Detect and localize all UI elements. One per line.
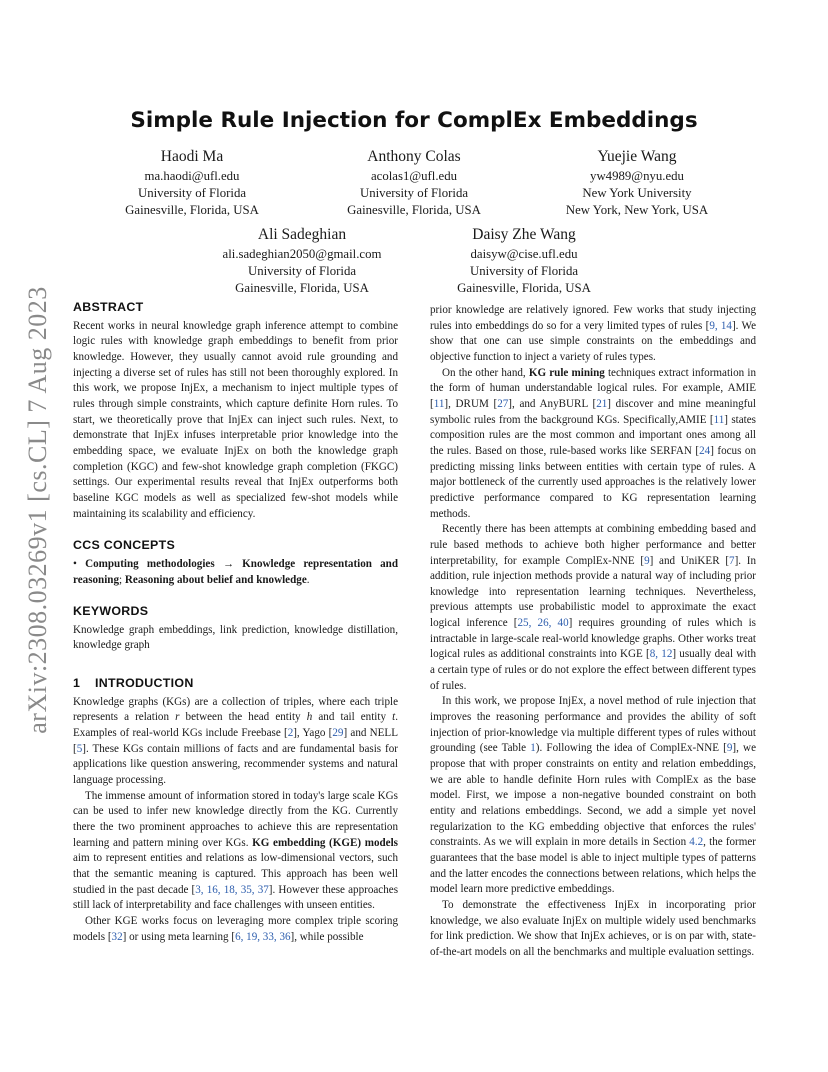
author-location: Gainesville, Florida, USA [125, 203, 259, 217]
citation-link[interactable]: 11 [713, 413, 725, 426]
intro-paragraph: The immense amount of information stored in today's large scale KGs can be used to infer new knowledge directly from the KG. Currently there the two prominent approaches to achieve this are representation learning and pattern mining over KGs. KG embedding (KGE) models aim to represent entities and relations as low-dimensional vectors, such that the semantic meaning is captured. This approach has been well studied in the past decade [3, 16, 18, 35, 37]. However these approaches still lack of interpretability and face challenges with unseen entities. [73, 789, 399, 912]
arxiv-sidebar-stamp [18, 286, 58, 734]
citation-link[interactable]: 5 [76, 742, 83, 755]
section-title: INTRODUCTION [95, 676, 194, 691]
author-name: Anthony Colas [367, 148, 461, 165]
intro-heading [73, 676, 398, 692]
citation-link[interactable]: 29 [332, 727, 344, 740]
citation-link[interactable]: 27 [497, 397, 509, 410]
section-reference-link[interactable]: 4.2 [689, 836, 704, 849]
ccs-separator: ; [119, 573, 123, 586]
author-name: Yuejie Wang [597, 148, 677, 165]
author-email: ali.sadeghian2050@gmail.com [222, 247, 382, 261]
author-block [112, 146, 272, 219]
citation-link[interactable]: 8, 12 [649, 648, 673, 661]
author-affiliation: University of Florida [137, 186, 247, 200]
author-block [444, 224, 604, 297]
abstract-heading: ABSTRACT [73, 300, 144, 314]
intro-paragraph: Other KGE works focus on leveraging more complex triple scoring models [32] or using meta learning [6, 19, 33, 36], while possible [73, 914, 398, 943]
section-number: 1 [73, 676, 81, 691]
author-email: ma.haodi@ufl.edu [144, 169, 240, 183]
intro-paragraph: To demonstrate the effectiveness InjEx in incorporating prior knowledge, we also evaluate InjEx on multiple widely used benchmarks for link prediction. We show that InjEx achieves, or is on par with, state-of-the-art models on all the benchmarks and multiple evaluation settings. [430, 898, 756, 958]
citation-link[interactable]: 6, 19, 33, 36 [235, 930, 291, 943]
citation-link[interactable]: 9 [726, 742, 733, 755]
author-location: Gainesville, Florida, USA [235, 281, 369, 295]
ccs-heading: CCS CONCEPTS [73, 538, 176, 553]
citation-link[interactable]: 24 [699, 444, 711, 457]
ccs-part: Reasoning about belief and knowledge [124, 573, 307, 586]
keywords-text: Knowledge graph embeddings, link prediction, knowledge distillation, knowledge graph [73, 623, 398, 652]
intro-paragraph: Recently there has been attempts at combining embedding based and rule based methods to achieve both higher performance and better interpretability, for example ComplEx-NNE [9] and UniKER [7]. In addition, rule injection methods provide a natural way of including prior knowledge into representation learning techniques. Nevertheless, previous attempts use probabilistic model to approximate the exact logical inference [25, 26, 40] requires grounding of rules which is intractable in large-scale real-world knowledge graphs. Other works treat logical rules as additional constraints into KGE [8, 12] usually deal with a certain type of rules or do not explore the effect between different types of rules. [430, 523, 757, 692]
author-email: acolas1@ufl.edu [370, 169, 458, 183]
abstract-text: Recent works in neural knowledge graph inference attempt to combine logic rules with knowledge graph embeddings to benefit from prior knowledge. However, they usually cannot avoid rule grounding and injecting a diverse set of rules has still not been thoroughly explored. In this work, we propose InjEx, a mechanism to inject multiple types of rules through simple constraints, which capture definite Horn rules. To start, we theoretically prove that InjEx can inject such rules. Next, to demonstrate that InjEx infuses interpretable prior knowledge into the embedding space, we evaluate InjEx on both the knowledge graph completion (KGC) and few-shot knowledge graph completion (FKGC) settings. Our experimental results reveal that InjEx outperforms both baseline KGC models as well as specialized few-shot models while maintaining its scalability and efficiency. [73, 319, 398, 520]
intro-paragraph: On the other hand, KG rule mining techniques extract information in the form of human understandable logical rules. For example, AMIE [11], DRUM [27], and AnyBURL [21] discover and mine meaningful symbolic rules from the background KGs. Specifically,AMIE [11] states composition rules are the most common and important ones among all the rules. Based on those, rule-based works like SERFAN [24] focus on predicting missing links between entities with certain type of rules. A major bottleneck of the currently used approaches is the relatively lower predictive performance compared to KG representation learning methods. [430, 366, 757, 520]
intro-paragraph: prior knowledge are relatively ignored. Few works that study injecting rules into embeddings do so for a very limited types of rules [9, 14]. We show that one can use simple constraints on the embeddings and objective function to inject a variety of rules types. [430, 304, 757, 363]
author-name: Haodi Ma [160, 148, 224, 165]
citation-link[interactable]: 9 [644, 554, 650, 567]
citation-link[interactable]: 21 [596, 397, 608, 410]
ccs-end: . [306, 573, 310, 586]
author-block [552, 146, 722, 219]
citation-link[interactable]: 3, 16, 18, 35, 37 [195, 883, 269, 896]
author-block [334, 146, 494, 219]
author-location: Gainesville, Florida, USA [457, 281, 591, 295]
author-location: Gainesville, Florida, USA [347, 203, 481, 217]
citation-link[interactable]: 9, 14 [709, 319, 732, 332]
ccs-concepts [73, 557, 398, 588]
citation-link[interactable]: 2 [287, 727, 294, 740]
author-email: yw4989@nyu.edu [590, 169, 684, 183]
left-column [73, 300, 398, 945]
paper-title: Simple Rule Injection for ComplEx Embeddings [130, 108, 698, 133]
citation-link[interactable]: 11 [433, 397, 445, 410]
author-affiliation: University of Florida [469, 264, 579, 278]
intro-paragraph: In this work, we propose InjEx, a novel method of rule injection that improves the reasoning performance and provides the ability of soft injection of prior-knowledge via multiple different types of rules without grounding (see Table 1). Following the idea of ComplEx-NNE [9], we propose that with proper constraints on entity and relation embeddings, we are able to handle definite Horn rules with ComplEx as the base model. First, we impose a non-negative bounded constraint on both entity and relations embeddings. Second, we add a simple yet novel regularization to the KG embedding objective that enforces the rules' constraints. As we will explain in more details in Section 4.2, the former guarantees that the base model is able to inject multiple types of patterns and the latter encodes the connections between relations, which helps the model learn more predictive embeddings. [430, 695, 757, 896]
citation-link[interactable]: 25, 26, 40 [517, 617, 569, 630]
ccs-part: Knowledge representation and reasoning [73, 557, 399, 586]
author-affiliation: University of Florida [359, 186, 469, 200]
intro-paragraph: Knowledge graphs (KGs) are a collection of triples, where each triple represents a relation r between the head entity h and tail entity t. Examples of real-world KGs include Freebase [2], Yago [29] and NELL [5]. These KGs contain millions of facts and are fundamental basis for applications like question answering, recommender systems and natural language processing. [73, 695, 399, 787]
author-affiliation: New York University [582, 186, 692, 200]
arxiv-id: arXiv:2308.03269v1 [cs.CL] 7 Aug 2023 [23, 286, 52, 734]
ccs-part: Computing methodologies [85, 557, 215, 570]
right-column [430, 303, 756, 961]
ccs-bullet: • [73, 557, 77, 570]
citation-link[interactable]: 32 [111, 930, 123, 943]
citation-link[interactable]: 7 [729, 554, 735, 567]
author-email: daisyw@cise.ufl.edu [470, 247, 578, 261]
keywords-heading: KEYWORDS [73, 604, 149, 619]
author-affiliation: University of Florida [247, 264, 357, 278]
author-block [212, 224, 392, 297]
author-name: Ali Sadeghian [257, 226, 347, 243]
arrow-icon: → [222, 557, 234, 570]
author-location: New York, New York, USA [565, 203, 709, 217]
table-reference-link[interactable]: 1 [530, 742, 536, 755]
author-name: Daisy Zhe Wang [472, 226, 576, 243]
